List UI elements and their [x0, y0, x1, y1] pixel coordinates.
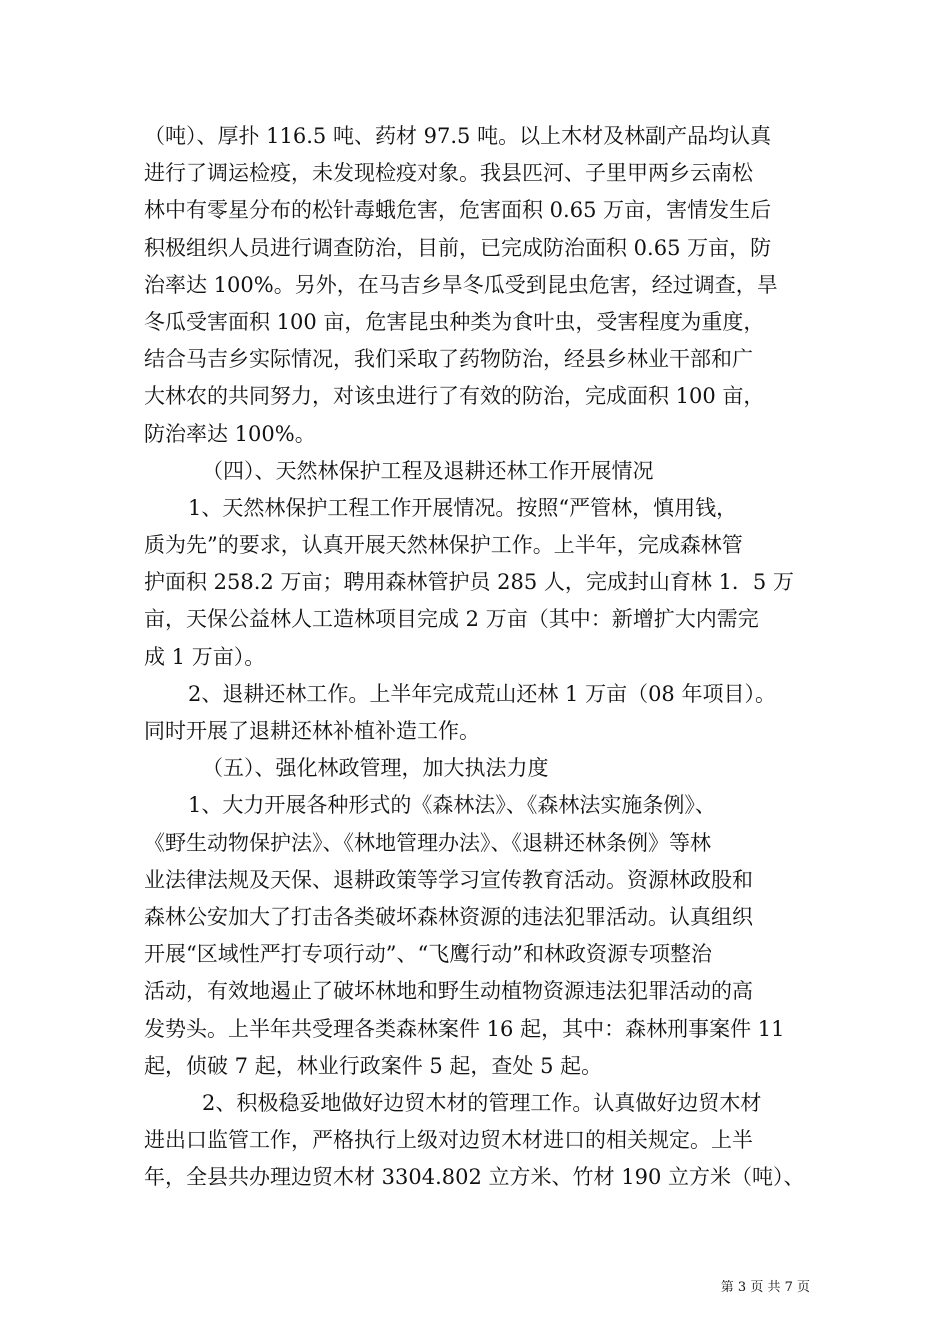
text-line: 发势头。上半年共受理各类森林案件 16 起，其中：森林刑事案件 11: [144, 1016, 785, 1041]
text-line: 进行了调运检疫，未发现检疫对象。我县匹河、子里甲两乡云南松: [144, 161, 753, 186]
text-line: 成 1 万亩）。: [144, 644, 266, 669]
text-line: 进出口监管工作，严格执行上级对边贸木材进口的相关规定。上半: [144, 1128, 753, 1153]
text-line: 2、积极稳妥地做好边贸木材的管理工作。认真做好边贸木材: [202, 1090, 762, 1115]
text-line: 冬瓜受害面积 100 亩，危害昆虫种类为食叶虫，受害程度为重度，: [144, 309, 765, 334]
body-text: [144, 118, 816, 1196]
text-line: 2、退耕还林工作。上半年完成荒山还林 1 万亩（08 年项目）。: [188, 681, 776, 706]
text-line: 1、大力开展各种形式的《森林法》、《森林法实施条例》、: [188, 793, 716, 818]
text-line: 积极组织人员进行调查防治，目前，已完成防治面积 0.65 万亩，防: [144, 235, 772, 260]
text-line: 活动，有效地遏止了破坏林地和野生动植物资源违法犯罪活动的高: [144, 979, 753, 1004]
section-heading: （五）、强化林政管理，加大执法力度: [202, 756, 549, 781]
text-line: 开展“区域性严打专项行动”、“飞鹰行动”和林政资源专项整治: [144, 942, 712, 967]
text-line: 护面积 258.2 万亩；聘用森林管护员 285 人，完成封山育林 1．5 万: [144, 570, 794, 595]
text-line: 结合马吉乡实际情况，我们采取了药物防治，经县乡林业干部和广: [144, 347, 753, 372]
text-line: 起，侦破 7 起，林业行政案件 5 起，查处 5 起。: [144, 1053, 603, 1078]
text-line: 年，全县共办理边贸木材 3304.802 立方米、竹材 190 立方米（吨）、: [144, 1165, 805, 1190]
text-line: 大林农的共同努力，对该虫进行了有效的防治，完成面积 100 亩，: [144, 384, 765, 409]
text-line: 林中有零星分布的松针毒蛾危害，危害面积 0.65 万亩，害情发生后: [144, 198, 772, 223]
text-line: 同时开展了退耕还林补植补造工作。: [144, 719, 480, 743]
text-line: 治率达 100%。另外，在马吉乡旱冬瓜受到昆虫危害，经过调查，旱: [144, 272, 778, 297]
page-number: 第 3 页 共 7 页: [720, 1280, 810, 1295]
text-line: （吨）、厚扑 116.5 吨、药材 97.5 吨。以上木材及林副产品均认真: [144, 124, 772, 148]
text-line: 亩，天保公益林人工造林项目完成 2 万亩（其中：新增扩大内需完: [144, 607, 759, 632]
text-line: 防治率达 100%。: [144, 421, 316, 446]
text-line: 《野生动物保护法》、《林地管理办法》、《退耕还林条例》等林: [144, 830, 711, 855]
text-line: 业法律法规及天保、退耕政策等学习宣传教育活动。资源林政股和: [144, 867, 753, 892]
text-line: 森林公安加大了打击各类破坏森林资源的违法犯罪活动。认真组织: [144, 904, 753, 929]
section-heading: （四）、天然林保护工程及退耕还林工作开展情况: [202, 458, 654, 483]
text-line: 1、天然林保护工程工作开展情况。按照“严管林，慎用钱，: [188, 495, 738, 520]
text-line: 质为先”的要求，认真开展天然林保护工作。上半年，完成森林管: [144, 533, 743, 558]
